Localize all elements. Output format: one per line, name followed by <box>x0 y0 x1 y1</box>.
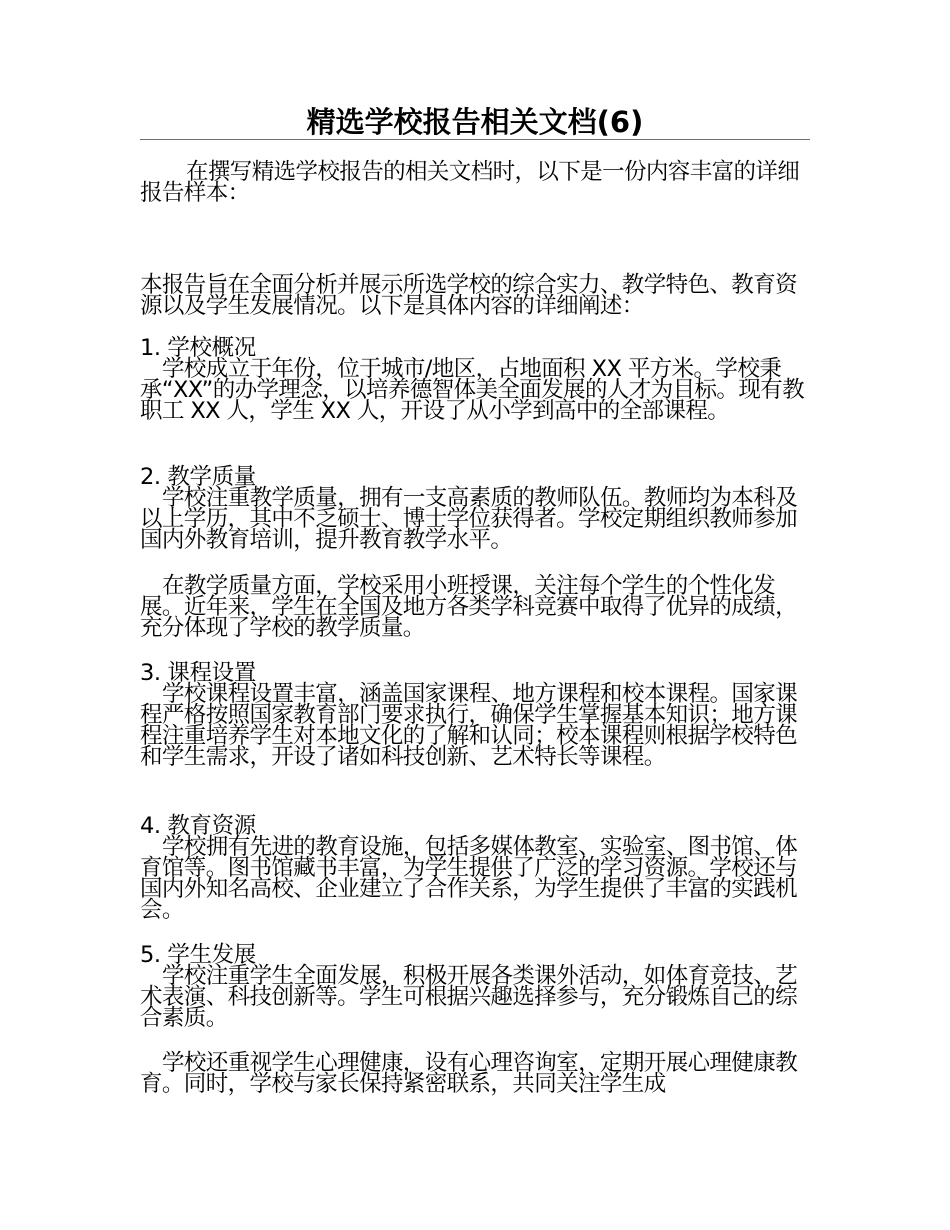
section-heading: 5. 学生发展 <box>140 942 256 968</box>
section-heading: 3. 课程设置 <box>140 660 256 686</box>
intro-paragraph: 在撰写精选学校报告的相关文档时，以下是一份内容丰富的详细报告样本： <box>140 159 800 206</box>
section-paragraph: 学校拥有先进的教育设施，包括多媒体教室、实验室、图书馆、体育馆等。图书馆藏书丰富，为学生提供了广泛的学习资源。学校还与国内外知名高校、企业建立了合作关系，为学生提供了丰富的实践机会。 <box>140 834 798 923</box>
section-paragraph: 学校注重教学质量，拥有一支高素质的教师队伍。教师均为本科及以上学历，其中不乏硕士、博士学位获得者。学校定期组织教师参加国内外教育培训，提升教育教学水平。 <box>140 485 798 553</box>
section-heading: 1. 学校概况 <box>140 335 256 361</box>
section-paragraph: 学校注重学生全面发展，积极开展各类课外活动，如体育竞技、艺术表演、科技创新等。学生可根据兴趣选择参与，充分锻炼自己的综合素质。 <box>140 963 798 1031</box>
section-paragraph: 学校课程设置丰富，涵盖国家课程、地方课程和校本课程。国家课程严格按照国家教育部门要求执行，确保学生掌握基本知识；地方课程注重培养学生对本地文化的了解和认同；校本课程则根据学校特色和学生需求，开设了诸如科技创新、艺术特长等课程。 <box>140 681 798 770</box>
section-paragraph: 学校成立于年份，位于城市/地区，占地面积 XX 平方米。学校秉承“XX”的办学理念，以培养德智体美全面发展的人才为目标。现有教职工 XX 人，学生 XX 人，开设了从小学到高中的全部课程。 <box>140 356 805 424</box>
title-underline <box>140 139 810 140</box>
section-paragraph: 学校还重视学生心理健康，设有心理咨询室，定期开展心理健康教育。同时，学校与家长保持紧密联系，共同关注学生成 <box>140 1050 798 1097</box>
summary-paragraph: 本报告旨在全面分析并展示所选学校的综合实力、教学特色、教育资源以及学生发展情况。以下是具体内容的详细阐述： <box>140 272 798 319</box>
section-heading: 4. 教育资源 <box>140 813 256 839</box>
document-title: 精选学校报告相关文档(6) <box>306 105 644 139</box>
section-heading: 2. 教学质量 <box>140 464 256 490</box>
section-paragraph: 在教学质量方面，学校采用小班授课，关注每个学生的个性化发展。近年来，学生在全国及地方各类学科竞赛中取得了优异的成绩，充分体现了学校的教学质量。 <box>140 573 798 641</box>
